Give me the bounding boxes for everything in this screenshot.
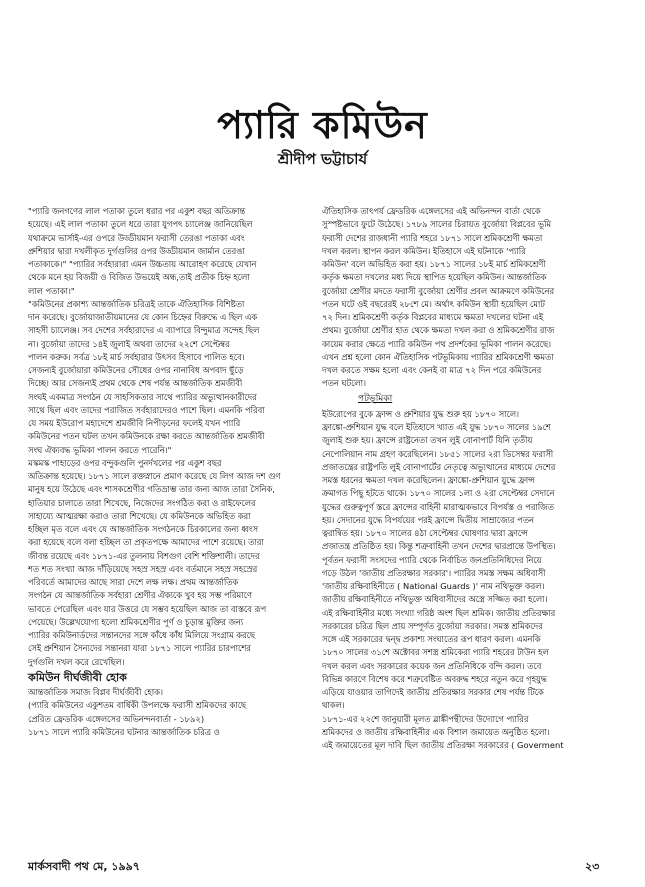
text-line: ঐতিহাসিক তাৎপর্য ফ্রেডরিক এঙ্গেলসের এই অভিনন্দন বার্তা থেকে [322, 206, 541, 216]
text-line: যুদ্ধের গুরুত্বপূর্ণ স্তরে ফ্রান্সের বাহিনী মারাত্মকভাবে বিপর্যস্ত ও পরাজিত [322, 501, 554, 512]
text-line: এড়িয়ে যাওয়ার তাগিদেই জাতীয় প্রতিরক্ষার সরকার শেষ পর্যন্ত টিকে [322, 687, 544, 697]
text-line: পেয়েছে। উল্লেখযোগ্য হলো শ্রমিকশ্রেণীর পূর্ণ ও চূড়ান্ত মুক্তির জন্য [28, 616, 244, 627]
text-line: দখল করল। স্থাপন করল কমিউন। ইতিহাসে এই ঘটনাকে 'প্যারি [322, 245, 526, 256]
text-line: প্রেরিত ফ্রেডরিক এঙ্গেলসের অভিনন্দনবার্তা - ১৮৯২) [28, 713, 205, 724]
text-line: এই জমায়েতের মূল দাবি ছিল জাতীয় প্রতিরক্ষা সরকারের ( Goverment [322, 740, 564, 750]
text-line: দান করেছে। বুর্জোয়াজাতীয়মানের যে কোন চিহ্নের বিরুদ্ধে এ ছিল এক [28, 312, 258, 322]
text-line: ১৮৭১-এর ২২শে জানুয়ারী মূলত ব্লাঙ্কীপন্থীদের উদ্যোগে প্যারির [322, 713, 529, 724]
text-line: নেপোলিয়ান নাম গ্রহণ করেছিলেন। ১৮৫১ সালের ২রা ডিসেম্বর ফরাসী [322, 448, 554, 459]
text-line: হয়। সেদানের যুদ্ধে বিপর্যয়ের পরই ফ্রান্সে দ্বিতীয় সাম্রাজ্যের পতন [322, 514, 534, 525]
text-line: জাতীয় রক্ষিবাহিনীতে নথিভুক্ত অধিবাসীদের অস্ত্রে সজ্জিত করা হলো। [322, 594, 548, 605]
text-line: প্যারির কমিউনার্ডদের সন্তানদের সঙ্গে কাঁধে কাঁধ মিলিয়ে সংগ্রাম করছে [28, 630, 255, 640]
text-line: সঙ্গে এই সরকারের দ্বন্দ্ব প্রকাশ্য সংঘাতের রূপ ধারণ করল। এমনকি [322, 634, 541, 644]
text-line: না। বুর্জোয়া তাদের ১৪ই জুলাই অথবা তাদের ২২শে সেপ্টেম্বর [28, 338, 230, 349]
text-line: সাহসী চ্যালেঞ্জ। সব দেশের সর্বহারাদের এ ব্যাপারে বিন্দুমাত্র সন্দেহ ছিল [28, 325, 260, 336]
text-line: যথাক্রমে ভার্সাই-এর ওপরে উড্ডীয়মান ফরাসী তেরঙা পতাকা এবং [28, 232, 245, 243]
text-line: মানুষ হয়ে উঠেছে এবং শাসকশ্রেণীর গতিভ্রাম্ভ তার জন্য আজ তারা সৈনিক, [28, 484, 275, 495]
text-line: সমস্ত ধরনের ক্ষমতা দখল করেছিলেন। ফ্রাঙ্কো-প্রুশিয়ান যুদ্ধে ফ্রান্স [322, 475, 535, 485]
text-line: এই রক্ষিবাহিনীর মধ্যে সংখ্যা গরিষ্ঠ অংশ ছিল শ্রমিক। জাতীয় প্রতিরক্ষার [322, 607, 556, 618]
text-line: এখন প্রশ্ন হলো কোন ঐতিহাসিক পটভূমিকায় প্যারির শ্রমিকশ্রেণী ক্ষমতা [322, 351, 554, 362]
text-line: (প্যারি কমিউনের একুশতম বার্ষিকী উপলক্ষে ফরাসী শ্রমিকদের কাছে [28, 700, 247, 711]
text-line: থেকে মনে হয় বিজয়ী ও বিজিত উভয়েই অন্ধ,তাই প্রতীক চিহ্ন হলো [28, 272, 250, 283]
text-line: প্রজাতন্ত্রের রাষ্ট্রপতি লুই বোনাপার্টের নেতৃত্বে অভ্যুত্থানের মাধ্যমে দেশের [322, 461, 556, 472]
text-line: হাতিয়ার চালাতে তারা শিখেছে, নিজেদের সংগঠিত করা ও রাইফেলের [28, 497, 256, 508]
text-line: জুলাই শুরু হয়। ফ্রান্সে রাষ্ট্রনেতা তখন লুই বোনাপার্ট যিনি তৃতীয় [322, 435, 533, 446]
right-column-tail [322, 408, 615, 753]
text-line: অতিক্রান্ত হয়েছে। ১৮৭১ সালে রক্তস্নানে প্রমাণ করেছে যে লিগ আজ দশ গুণ [28, 471, 281, 481]
text-line: বিভিন্ন কারণে বিশেষ করে শত্রুবেষ্টিত অবরুদ্ধ শহরে নতুন করে গৃহযুদ্ধ [322, 673, 547, 684]
right-column [322, 205, 615, 752]
left-column-body [28, 205, 311, 669]
text-line: প্রজাতন্ত্র প্রতিষ্ঠিত হয়। কিন্তু শত্রুবাহিনী তখন দেশের দ্বারপ্রান্তে উপস্থিত। [322, 541, 556, 552]
text-line: বুর্জোয়া শ্রেণীর মদতে ফরাসী বুর্জোয়া শ্রেণীর প্রবল আক্রমণে কমিউনের [322, 285, 555, 296]
right-column-body [322, 205, 615, 391]
article-author: শ্রীদীপ ভট্টাচার্য [277, 150, 368, 168]
text-line: পূর্বতন ফরাসী সংসদের প্যারি থেকে নির্বাচিত জনপ্রতিনিধিদের নিয়ে [322, 554, 542, 565]
text-line: সাথে ছিল এবং তাদের পরাজিত সর্বহারাদেরও পাশে ছিল। এমনকি পরিবা [28, 404, 265, 415]
text-line: হয়েছে। এই লাল পতাকা তুলে ধরে তারা যুগপৎ চ্যালেঞ্জ জানিয়েছিল [28, 219, 253, 230]
text-line: প্রথম। বুর্জোয়া শ্রেণীর হাত থেকে ক্ষমতা দখল করা ও শ্রমিকশ্রেণীর রাজ [322, 325, 555, 336]
text-line: দুর্গগুলি দখল করে রেখেছিল। [28, 656, 125, 667]
text-line: পতন ঘটলো। [322, 378, 366, 389]
text-line: কমিউন' বলে অভিহিত করা হয়। ১৮৭১ সালের ১৮ই মার্চ শ্রমিকশ্রেণী [322, 259, 546, 269]
text-line: কায়েম করার ক্ষেত্রে প্যারি কমিউন পথ প্রদর্শকের ভূমিকা পালন করেছে। [322, 338, 551, 349]
text-line: দিচ্ছে। আর সেজন্যই প্রথম থেকে শেষ পর্যন্ত আন্তর্জাতিক শ্রমজীবী [28, 378, 243, 389]
page-number: ২৩ [585, 860, 600, 873]
text-line: পতন ঘটে ওই বছরেরই ২৮শে মে। অর্থাৎ কমিউন স্থায়ী হয়েছিল মোট [322, 298, 545, 309]
text-line: দখল করতে সক্ষম হলো এবং কেনই বা মাত্র ৭২ দিন পরে কমিউনের [322, 365, 542, 375]
text-line: ১৮৭১ সালে প্যারি কমিউনের ঘটনার আন্তর্জাতিক চরিত্র ও [28, 726, 220, 737]
text-line: পতাকাকে।" "প্যারির সর্বহারারা এমন উচ্চতায় আরোহণ করেছে যেখান [28, 259, 257, 269]
text-line: ১৮৭০ সালের ৩১শে অক্টোবর সশস্ত্র শ্রমিকেরা প্যারি শহরের টাউন হল [322, 647, 549, 658]
text-line: কমিউনের পতন ঘটল তখন কমিউনকে রক্ষা করতে আন্তর্জাতিক শ্রমজীবী [28, 431, 265, 442]
text-line: সাহায্যে আত্মরক্ষা করাও তারা শিখেছে। যে কমিউনকে অভিহিত করা [28, 510, 251, 521]
left-column-tail [28, 686, 311, 739]
text-line: লাল পতাকা।" [28, 285, 75, 296]
text-line: ফরাসী দেশের রাজধানী প্যারি শহরে ১৮৭১ সালে শ্রমিকশ্রেণী ক্ষমতা [322, 232, 543, 243]
article-title: প্যারি কমিউন [217, 102, 428, 147]
text-line: ফ্রাঙ্কো-প্রুশিয়ান যুদ্ধ বলে ইতিহাসে খ্যাত এই যুদ্ধ ১৮৭০ সালের ১৯শে [322, 422, 551, 432]
text-line: থাকল। [322, 700, 345, 711]
text-line: দখল করল এবং সরকারের কয়েক জন প্রতিনিধিকে বন্দি করল। তবে [322, 660, 542, 671]
left-column [28, 205, 311, 739]
text-line: পালন করুক। সর্বত্র ১৮ই মার্চ সর্বহারার উৎসব হিসাবে পালিত হবে। [28, 351, 245, 362]
text-line: সুস্পষ্টভাবে ফুটে উঠেছে। ১৭৮৯ সালের চিরায়ত বুর্জোয়া বিপ্লবের ভূমি [322, 219, 551, 230]
text-line: পরিবর্তে আমাদের আছে সারা দেশে লক্ষ লক্ষ। প্রথম আন্তর্জাতিক [28, 577, 239, 587]
text-line: ভাবতে পেরেছিল এবং যার উত্তরে যে সম্ভব হয়েছিল আজ তা বাস্তবে রূপ [28, 603, 267, 614]
text-line: 'জাতীয় রক্ষিবাহিনীতে ( National Guards )' নাম নথিভুক্ত করল। [322, 581, 545, 591]
text-line: আন্তর্জাতিক সমাজ বিপ্লব দীর্ঘজীবী হোক। [28, 687, 163, 697]
text-line: "প্যারি জনগণের লাল পতাকা তুলে ধরার পর একুশ বছর অতিক্রান্ত [28, 206, 246, 216]
text-line: প্রুশিয়ার দ্বারা দখলীকৃত দুর্গগুলির ওপর উড্ডীয়মান জার্মান তেরঙা [28, 245, 245, 256]
text-line: শ্রমিকদের ও জাতীয় রক্ষিবাহিনীর এক বিশাল জমায়েত অনুষ্ঠিত হলো। [322, 726, 550, 737]
text-line: সংঘই একমাত্র সংগঠন যে সাহসিকতার সাথে প্যারির অভ্যুত্থানকারীদের [28, 391, 257, 402]
text-line: ক্রমাগত পিছু হটতে থাকে। ১৮৭০ সালের ১লা ও ২রা সেপ্টেম্বর সেদানে [322, 488, 555, 499]
text-line: ইউরোপের বুকে ফ্রান্স ও প্রুশিয়ার যুদ্ধ শুরু হয় ১৮৭০ সালে। [322, 408, 519, 419]
section-heading: কমিউন দীর্ঘজীবী হোক [28, 670, 127, 684]
text-line: যে সময় ইউরোপ মহাদেশে শ্রমজীবি নিপীড়নের ফলেই যখন প্যারি [28, 418, 241, 428]
subsection-heading: পটভূমিকা [358, 393, 393, 404]
text-line: কর্তৃক ক্ষমতা দখলের মধ্য দিয়ে স্থাপিত হয়েছিল কমিউন। আন্তর্জাতিক [322, 272, 547, 283]
text-line: ৭২ দিন। শ্রমিকশ্রেণী কর্তৃক বিপ্লবের মাধ্যমে ক্ষমতা দখলের ঘটনা এই [322, 312, 544, 322]
text-line: সংগঠন যে আন্তর্জাতিক সর্বহারা শ্রেণীর ঐক্যকে খুব হয় সম্ভ পরিমাণে [28, 590, 252, 601]
text-line: জীবন্ত রয়েছে এবং ১৮৭১-এর তুলনায় বিশগুণ বেশি শক্তিশালী। তাদের [28, 550, 260, 561]
footer-publication: মার্কসবাদী পথ মে, ১৯৯৭ [28, 860, 140, 873]
text-line: "কমিউনের প্রকাশ্য আন্তর্জাতিক চরিত্রই তাকে ঐতিহাসিক বিশিষ্টতা [28, 298, 245, 309]
text-line: করা হয়েছে বলে বলা হচ্ছিল তা প্রকৃতপক্ষে আমাদের পাশে রয়েছে। তারা [28, 537, 264, 548]
text-line: শত শত সংখ্যা আজ দাঁড়িয়েছে সহস্র সহস্র এবং বর্তমানে সহস্র সহস্রের [28, 563, 258, 574]
text-line: ত্বরান্বিত হয়। ১৮৭০ সালের ৪ঠা সেপ্টেম্বর ঘোষণার দ্বারা ফ্রান্সে [322, 528, 528, 538]
text-line: সংঘ ঐক্যবদ্ধ ভূমিকা পালন করতে পারেনি।" [28, 444, 172, 455]
text-line: গড়ে উঠল 'জাতীয় প্রতিরক্ষার সরকার'। প্যারির সমস্ত সক্ষম অধিবাসী [322, 567, 546, 578]
text-line: সেই প্রুশিয়ান সৈন্যদের সন্তানরা যারা ১৮৭১ সালে প্যারির চারপাশের [28, 643, 251, 654]
text-line: মস্কমস্ক পাহাড়ের ওপর বন্দুকগুলি পুনর্দখলের পর একুশ বছর [28, 457, 222, 468]
text-line: হচ্ছিল মৃত বলে এবং যে আন্তর্জাতিক সংগঠনকে চিরকালের জন্য ধ্বংস [28, 524, 258, 534]
text-line: সেজন্যই বুর্জোয়ারা কমিউনের সৌধের ওপর নানাবিধ অপবাদ ছুঁড়ে [28, 365, 244, 375]
text-line: সরকারের চরিত্র ছিল প্রায় সম্পূর্ণত বুর্জোয়া সরকার। সমস্ত শ্রমিকদের [322, 620, 543, 631]
